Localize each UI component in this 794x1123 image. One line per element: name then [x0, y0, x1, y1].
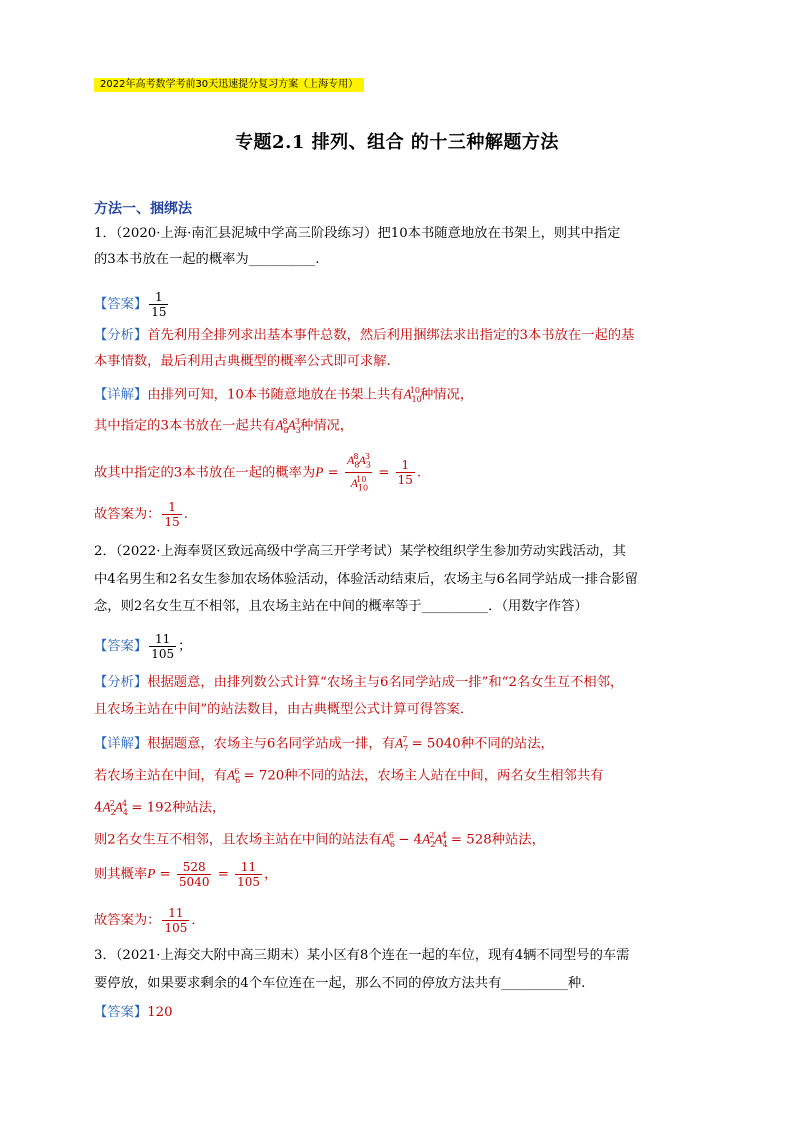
q2-analysis-line-1: 【分析】根据题意，由排列数公式计算“农场主与6名同学站成一排”和“2名女生互不相邻，	[94, 675, 624, 690]
q2-detail-line-5: 则其概率P = $\frac{528}{5040}$ = $\frac{11}{105}$ ，	[94, 860, 278, 889]
q1-final-answer: 故答案为： $\frac{1}{15}$ .	[94, 500, 188, 529]
q2-final-answer: 故答案为： $\frac{11}{105}$ ．	[94, 906, 205, 935]
q1-probability-value: $\frac{1}{15}$	[397, 458, 413, 488]
q2-detail-line-3: $4A_2^2A_4^4 = 192$种站法，	[94, 799, 226, 818]
q2-stem-line-3: 念，则2名女生互不相邻，且农场主站在中间的概率等于__________．（用数字作答）	[94, 599, 588, 614]
q3-answer: 【答案】120	[94, 1005, 173, 1020]
analysis-tag: 【分析】	[94, 328, 148, 343]
q1-answer	[94, 290, 704, 319]
q2-answer: 【答案】 $\frac{11}{105}$ ；	[94, 632, 192, 661]
q2-analysis-line-2: 且农场主站在中间”的站法数目，由古典概型公式计算可得答案．	[94, 702, 474, 717]
q1-detail-line-3: 故其中指定的3本书放在一起的概率为P = $\frac{A_8^8A_3^3}{A_{10}^{10}}$ = $\frac{1}{15}$ .	[94, 450, 704, 496]
q1-answer-fraction: $\frac{1}{15}$	[151, 290, 167, 319]
q2-answer-fraction: $\frac{11}{105}$	[151, 632, 175, 661]
q1-stem-line-2: 的3本书放在一起的概率为__________.	[94, 252, 320, 267]
header-banner: 2022年高考数学考前30天迅速提分复习方案（上海专用）	[94, 78, 364, 92]
detail-tag: 【详解】	[94, 387, 148, 403]
q1-analysis-line-1: 【分析】首先利用全排列求出基本事件总数，然后利用捆绑法求出指定的3本书放在一起的基	[94, 328, 635, 343]
q2-detail-line-4: 则2名女生互不相邻，且农场主站在中间的站法有$A_6^6 - 4A_2^2A_4^4 = 528$种站法，	[94, 831, 545, 850]
q2-stem-line-2: 中4名男生和2名女生参加农场体验活动，体验活动结束后，农场主与6名同学站成一排合影留	[94, 572, 638, 587]
q1-analysis-line-2: 本事情数，最后利用古典概型的概率公式即可求解.	[94, 354, 391, 369]
q2-stem-line-1: 2．（2022·上海奉贤区致远高级中学高三开学考试）某学校组织学生参加劳动实践活动，其	[94, 544, 626, 559]
q1-detail-line-2: 其中指定的3本书放在一起共有$A_8^8A_3^3$种情况，	[94, 417, 354, 436]
q1-detail-line-1: 【详解】由排列可知，10本书随意地放在书架上共有$A_{10}^{10}$种情况，	[94, 386, 474, 405]
section-heading: 方法一、捆绑法	[94, 201, 192, 217]
q2-probability-fraction: $\frac{528}{5040}$	[178, 860, 210, 889]
q1-probability-fraction: $\frac{A_8^8A_3^3}{A_{10}^{10}}$	[345, 450, 372, 496]
q2-detail-line-2: 若农场主站在中间，有$A_6^6 = 720$种不同的站法，农场主人站在中间，两名女生相邻共有	[94, 767, 604, 786]
page-title: 专题2.1 排列、组合 的十三种解题方法	[235, 132, 559, 153]
q3-stem-line-1: 3．（2021·上海交大附中高三期末）某小区有8个连在一起的车位，现有4辆不同型号的车需	[94, 948, 630, 963]
answer-tag: 【答案】	[94, 297, 148, 312]
q2-probability-value: $\frac{11}{105}$	[237, 860, 260, 889]
q1-stem-line-1: 1．（2020·上海·南汇县泥城中学高三阶段练习）把10本书随意地放在书架上，则其中指定	[94, 226, 621, 241]
q2-detail-line-1: 【详解】根据题意，农场主与6名同学站成一排，有$A_7^7 = 5040$种不同的站法，	[94, 735, 554, 754]
q3-stem-line-2: 要停放，如果要求剩余的4个车位连在一起，那么不同的停放方法共有__________种.	[94, 976, 586, 991]
